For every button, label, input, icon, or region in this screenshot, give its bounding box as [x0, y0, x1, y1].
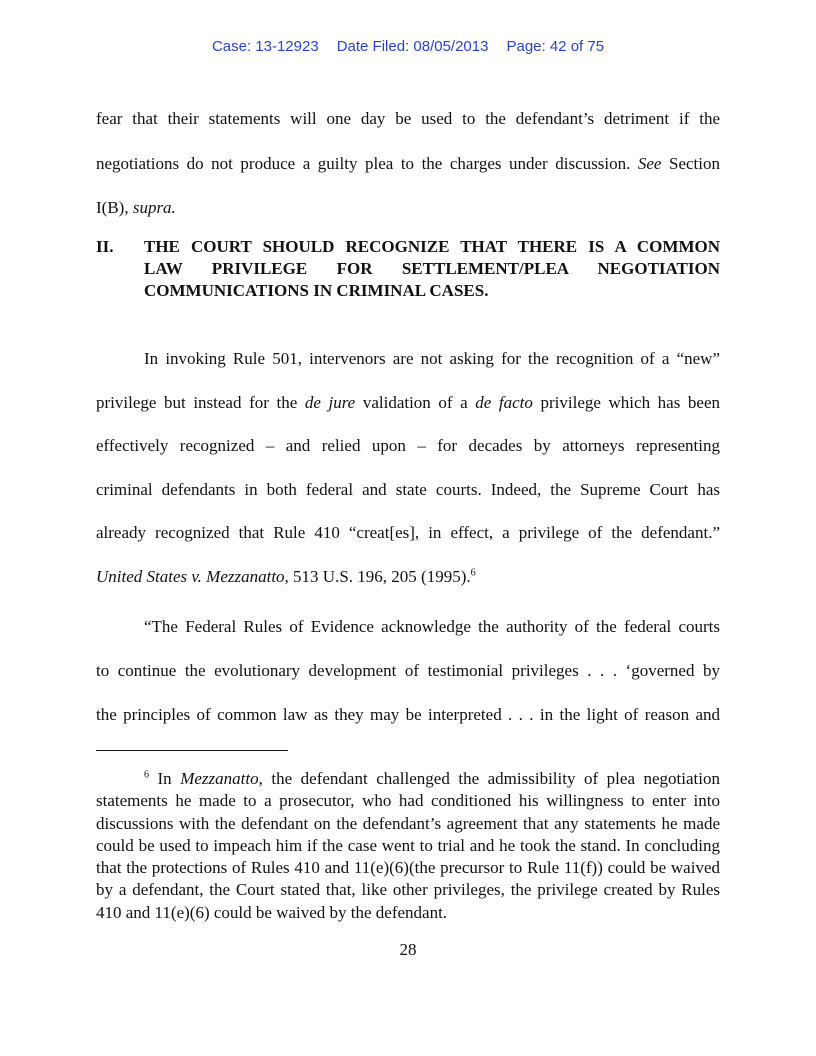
case-number: Case: 13-12923: [211, 38, 319, 55]
footnote-marker: 6: [144, 769, 149, 781]
signal-see: See: [637, 153, 662, 173]
page-number: 28: [399, 940, 417, 959]
text-line: negotiations do not produce a guilty plea to the charges under discussion. See Section: [96, 153, 720, 173]
filing-header: [0, 38, 816, 55]
page-indicator: Page: 42 of 75: [506, 38, 605, 55]
footnote-reference[interactable]: 6: [470, 566, 476, 578]
case-citation: United States v. Mezzanatto: [96, 566, 285, 586]
section-title: THE COURT SHOULD RECOGNIZE THAT THERE IS A COMMON LAW PRIVILEGE FOR SETTLEMENT/PLEA NEGOTIATION COMMUNICATIONS IN CRIMINAL CASES.: [144, 237, 720, 300]
text-line: fear that their statements will one day be used to the defendant’s detriment if the: [96, 109, 720, 128]
paragraph-continuation: [96, 97, 720, 231]
text-line: I(B), supra.: [96, 198, 176, 217]
section-number: II.: [96, 237, 114, 256]
signal-supra: supra.: [132, 198, 176, 217]
section-heading: [96, 236, 720, 302]
paragraph-rule-501: In invoking Rule 501, intervenors are not asking for the recognition of a “new” privilege but instead for the de jure validation of a de facto privilege which has been effectively recognized – and relied upon – for decades by attorneys representing criminal defendants in both federal and state courts. Indeed, the Supreme Court has already recognized that Rule 410 “creat[es], in effect, a privilege of the defendant.” United States v. Mezzanatto, 513 U.S. 196, 205 (1995).$^6$: [96, 349, 720, 586]
paragraph-federal-rules: “The Federal Rules of Evidence acknowledge the authority of the federal courts to continue the evolutionary development of testimonial privileges . . . ‘governed by the principles of common law as they may be interpreted . . . in the light of reason and: [96, 617, 720, 724]
date-filed: Date Filed: 08/05/2013: [336, 38, 489, 55]
footnote-divider: [96, 750, 288, 751]
footnote-6: $^6$ In Mezzanatto, the defendant challenged the admissibility of plea negotiation statements he made to a prosecutor, who had conditioned his willingness to enter into discussions with the defendant on the defendant’s agreement that any statements he made could be used to impeach him if the case went to trial and he took the stand. In concluding that the protections of Rules 410 and 11(e)(6)(the precursor to Rule 11(f)) could be waived by a defendant, the Court stated that, like other privileges, the privilege created by Rules 410 and 11(e)(6) could be waived by the defendant.: [96, 769, 720, 922]
footnote-case-name: Mezzanatto: [180, 769, 259, 788]
